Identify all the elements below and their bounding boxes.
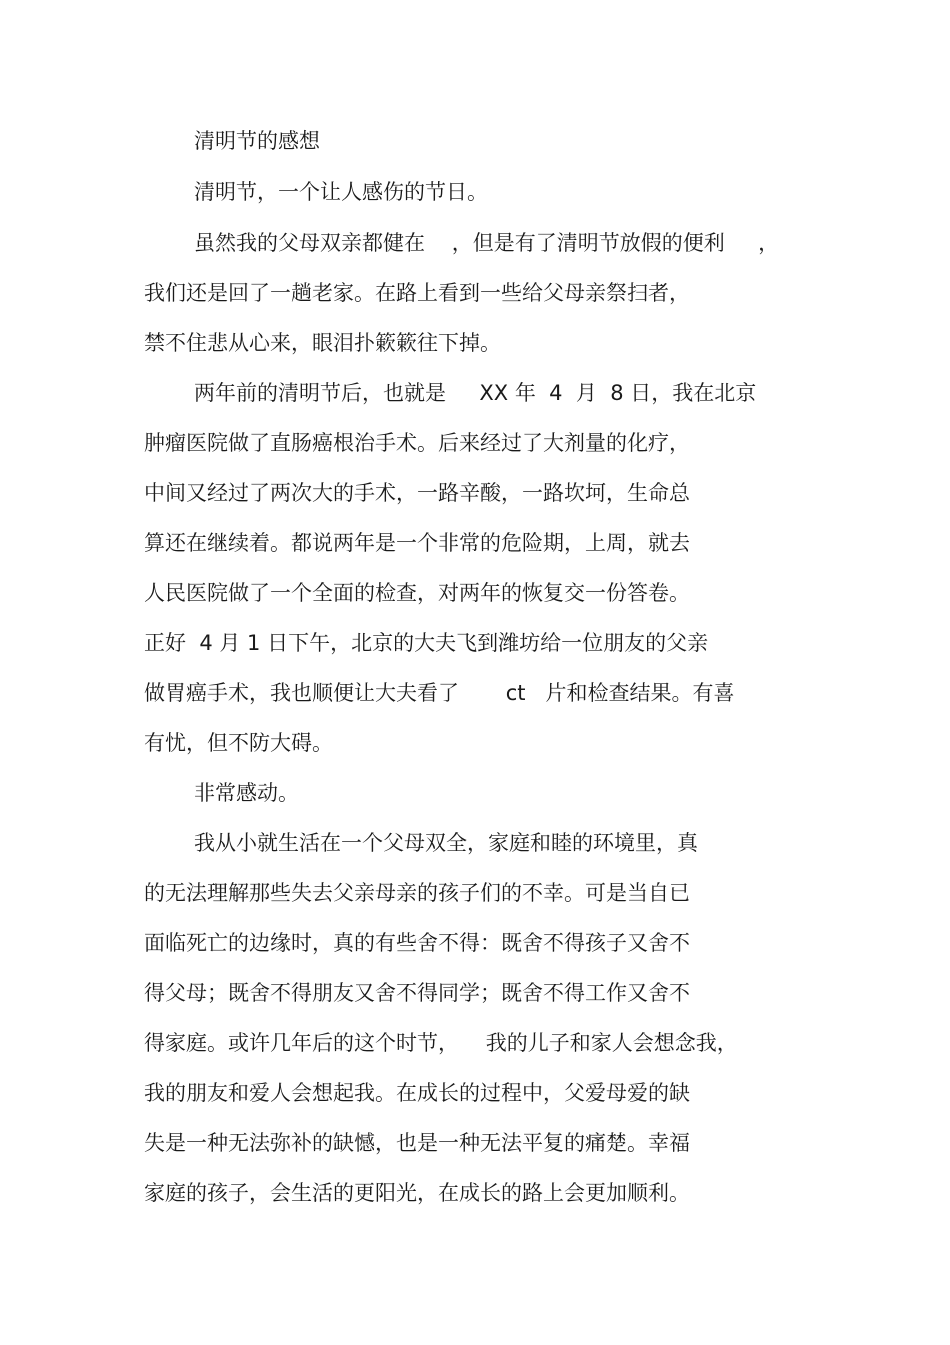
paragraph-line: 面临死亡的边缘时，真的有些舍不得：既舍不得孩子又舍不 [144, 931, 690, 955]
paragraph-line: 中间又经过了两次大的手术，一路辛酸，一路坎坷，生命总 [144, 481, 690, 505]
paragraph-line: 两年前的清明节后，也就是 XX 年 4 月 8 日，我在北京 [194, 381, 757, 405]
paragraph-line: 失是一种无法弥补的缺憾，也是一种无法平复的痛楚。幸福 [144, 1131, 690, 1155]
paragraph-line: 算还在继续着。都说两年是一个非常的危险期，上周，就去 [144, 531, 690, 555]
paragraph-line: 有忧，但不防大碍。 [144, 731, 333, 755]
paragraph-line: 肿瘤医院做了直肠癌根治手术。后来经过了大剂量的化疗， [144, 431, 690, 455]
paragraph-line: 的无法理解那些失去父亲母亲的孩子们的不幸。可是当自已 [144, 881, 690, 905]
document-title: 清明节的感想 [194, 129, 320, 153]
paragraph-line: 清明节，一个让人感伤的节日。 [194, 180, 488, 204]
paragraph-line: 虽然我的父母双亲都健在 ，但是有了清明节放假的便利 ， [194, 231, 780, 255]
paragraph-line: 人民医院做了一个全面的检查，对两年的恢复交一份答卷。 [144, 581, 690, 605]
paragraph-line: 家庭的孩子，会生活的更阳光，在成长的路上会更加顺利。 [144, 1181, 690, 1205]
paragraph-line: 非常感动。 [194, 781, 299, 805]
paragraph-line: 得父母；既舍不得朋友又舍不得同学；既舍不得工作又舍不 [144, 981, 690, 1005]
paragraph-line: 禁不住悲从心来，眼泪扑簌簌往下掉。 [144, 331, 501, 355]
paragraph-line: 我从小就生活在一个父母双全，家庭和睦的环境里，真 [194, 831, 698, 855]
paragraph-line: 得家庭。或许几年后的这个时节， 我的儿子和家人会想念我， [144, 1031, 738, 1055]
paragraph-line: 我们还是回了一趟老家。在路上看到一些给父母亲祭扫者， [144, 281, 690, 305]
paragraph-line: 我的朋友和爱人会想起我。在成长的过程中，父爱母爱的缺 [144, 1081, 690, 1105]
paragraph-line: 做胃癌手术，我也顺便让大夫看了 ct 片和检查结果。有喜 [144, 681, 735, 705]
paragraph-line: 正好 4 月 1 日下午，北京的大夫飞到潍坊给一位朋友的父亲 [144, 631, 709, 655]
